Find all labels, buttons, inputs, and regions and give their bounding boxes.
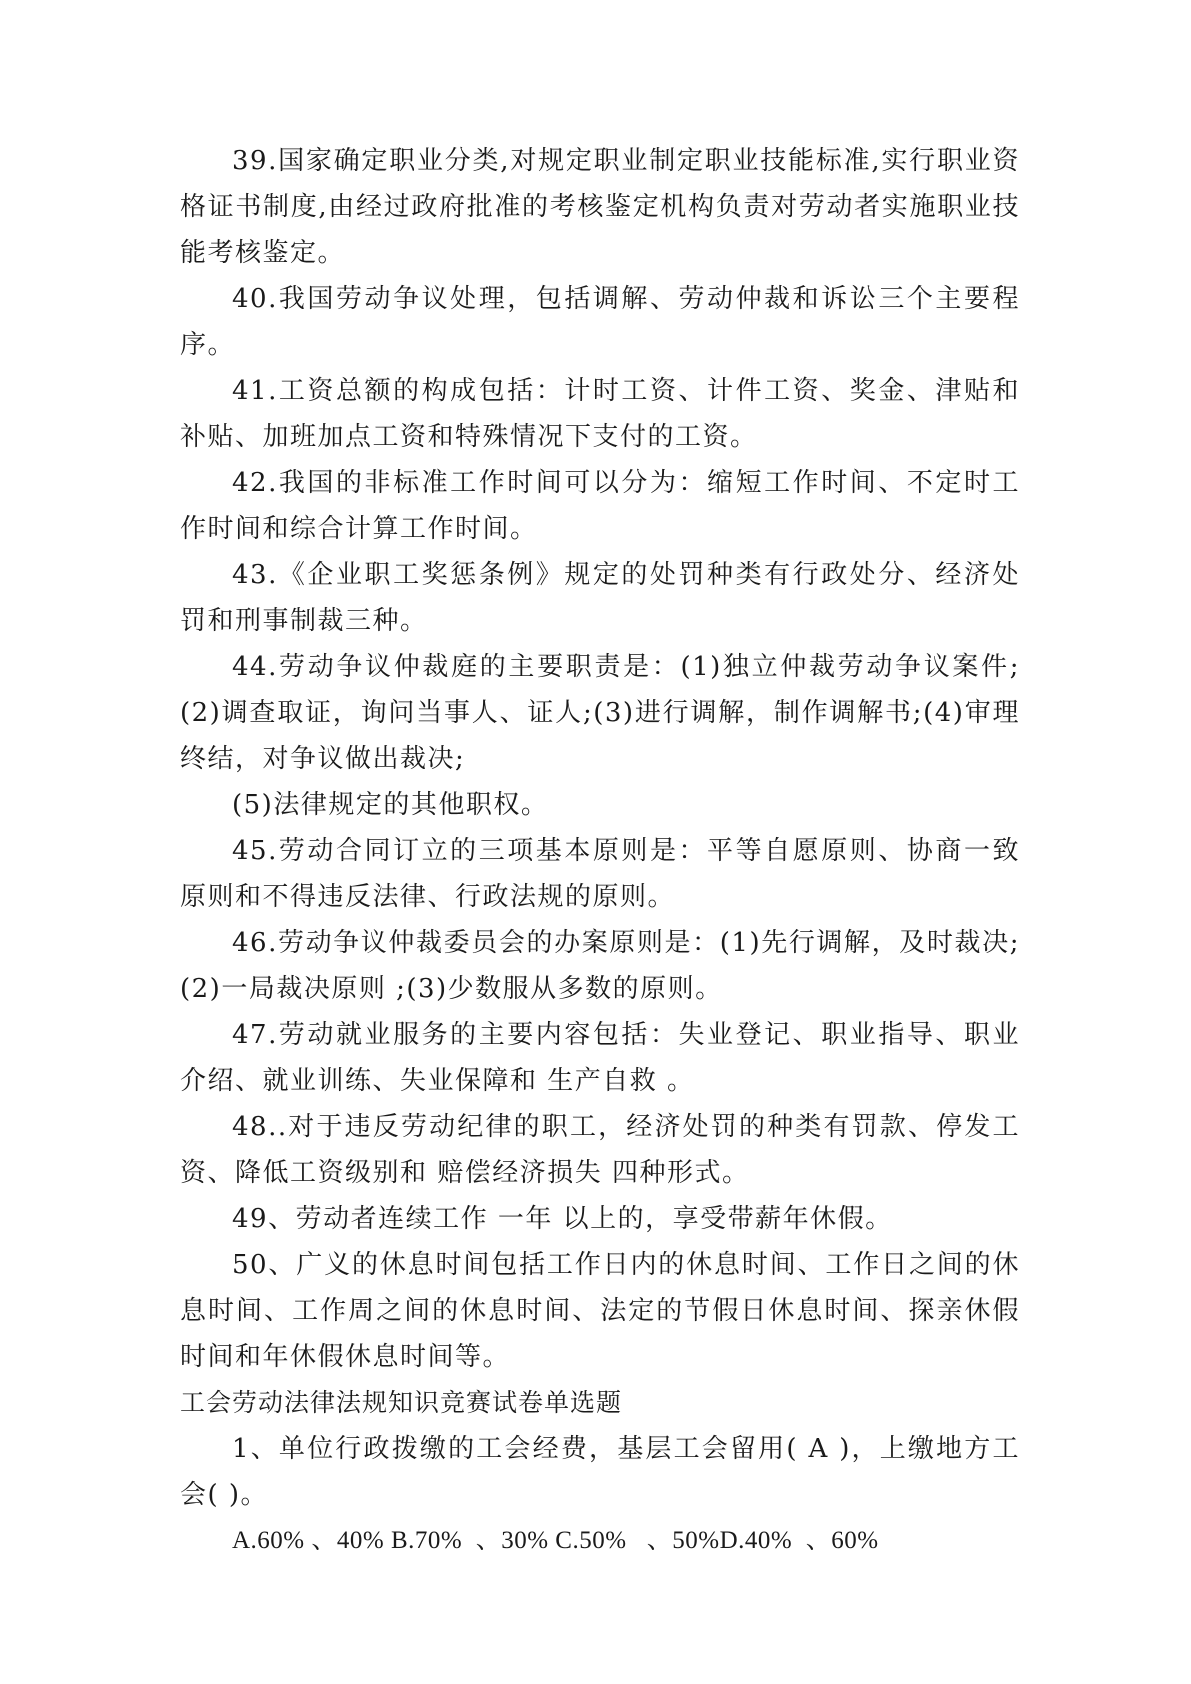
item-39: 39.国家确定职业分类,对规定职业制定职业技能标准,实行职业资格证书制度,由经过政府批准的考核鉴定机构负责对劳动者实施职业技能考核鉴定。 — [180, 146, 1020, 268]
item-44: 44.劳动争议仲裁庭的主要职责是：(1)独立仲裁劳动争议案件;(2)调查取证，询问当事人、证人;(3)进行调解，制作调解书;(4)审理终结，对争议做出裁决; — [180, 652, 1020, 774]
document-page — [180, 138, 1020, 1564]
item-46: 46.劳动争议仲裁委员会的办案原则是：(1)先行调解，及时裁决;(2)一局裁决原则 ;(3)少数服从多数的原则。 — [180, 928, 1020, 1004]
item-49: 49、劳动者连续工作 一年 以上的，享受带薪年休假。 — [232, 1204, 893, 1234]
item-47: 47.劳动就业服务的主要内容包括：失业登记、职业指导、职业介绍、就业训练、失业保障和 生产自救 。 — [180, 1020, 1020, 1096]
section-title: 工会劳动法律法规知识竞赛试卷单选题 — [180, 1388, 623, 1417]
item-43: 43.《企业职工奖惩条例》规定的处罚种类有行政处分、经济处罚和刑事制裁三种。 — [180, 560, 1020, 636]
question-1: 1、单位行政拨缴的工会经费，基层工会留用( A )，上缴地方工会( )。 — [180, 1434, 1020, 1510]
item-44-continued: (5)法律规定的其他职权。 — [232, 790, 549, 820]
item-50: 50、广义的休息时间包括工作日内的休息时间、工作日之间的休息时间、工作周之间的休息时间、法定的节假日休息时间、探亲休假时间和年休假休息时间等。 — [180, 1250, 1020, 1372]
item-42: 42.我国的非标准工作时间可以分为：缩短工作时间、不定时工作时间和综合计算工作时间。 — [180, 468, 1020, 544]
item-48: 48..对于违反劳动纪律的职工，经济处罚的种类有罚款、停发工资、降低工资级别和 赔偿经济损失 四种形式。 — [180, 1112, 1020, 1188]
item-41: 41.工资总额的构成包括：计时工资、计件工资、奖金、津贴和补贴、加班加点工资和特殊情况下支付的工资。 — [180, 376, 1020, 452]
item-45: 45.劳动合同订立的三项基本原则是：平等自愿原则、协商一致原则和不得违反法律、行政法规的原则。 — [180, 836, 1020, 912]
item-40: 40.我国劳动争议处理，包括调解、劳动仲裁和诉讼三个主要程序。 — [180, 284, 1020, 360]
question-1-options: A.60% 、40% B.70% 、30% C.50% 、50%D.40% 、60% — [232, 1527, 879, 1554]
